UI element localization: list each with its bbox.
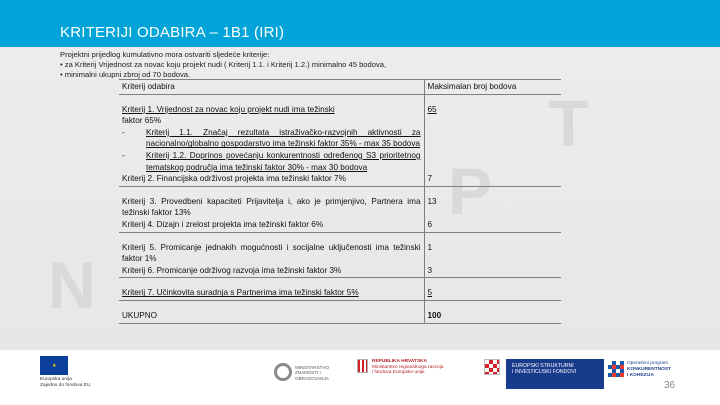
- eu-flag-icon: ★: [40, 356, 68, 375]
- criterion-4-points: 6: [427, 219, 433, 229]
- op-line: I KOHEZIJA: [627, 372, 654, 378]
- criterion-6-text: Kriterij 6. Promicanje održivog razvoja ima težinski faktor 3%: [122, 265, 342, 275]
- table-row: [119, 186, 561, 232]
- criterion-6-points: 3: [427, 265, 433, 275]
- eu-caption-line: Europska unija: [40, 377, 72, 382]
- sub-criterion-1-2: [122, 150, 421, 173]
- esif-checker-icon: [484, 359, 500, 375]
- ministry-ring-icon: [274, 363, 292, 381]
- croatian-coat-of-arms-icon: [357, 359, 368, 373]
- page-number: 36: [664, 380, 676, 391]
- points-cell: [424, 232, 561, 278]
- eu-caption-line: Zajedno do fondova EU: [40, 382, 91, 388]
- criterion-5-points: 1: [427, 242, 433, 252]
- watermark-letter: T: [548, 86, 589, 160]
- eu-caption: [40, 377, 90, 388]
- points-cell: [424, 278, 561, 301]
- dash-marker: -: [122, 150, 125, 160]
- total-label: [119, 300, 424, 323]
- criterion-4-text: Kriterij 4. Dizajn i zrelost projekta ima težinski faktor 6%: [122, 219, 324, 229]
- total-points: [424, 300, 561, 323]
- criterion-cell: [119, 232, 424, 278]
- dash-marker: -: [122, 127, 125, 137]
- sub-criterion-text: Kriterij 1.1. Značaj rezultata istraživačko-razvojnih aktivnosti za nacionalno/globalno gospodarstvo ima težinski faktor 35% - max 35 bodova: [146, 127, 421, 149]
- ministry-logo: [270, 359, 330, 393]
- criterion-1-points: 65: [427, 104, 437, 114]
- criterion-2-text: Kriterij 2. Financijska održivost projekta ima težinski faktor 7%: [122, 174, 346, 184]
- croatia-line: i fondova Europske unije: [372, 370, 425, 376]
- criteria-table: [119, 79, 561, 324]
- sub-criterion-text: Kriterij 1.2. Doprinos povećanju konkurentnosti određenog S3 prioritetnog tematskog područja ima težinski faktor 30% - max 30 bodova: [146, 150, 421, 172]
- ministry-name: MINISTARSTVO ZNANOSTI I OBRAZOVANJA: [295, 365, 330, 381]
- croatia-line: REPUBLIKA HRVATSKA: [372, 359, 427, 364]
- total-label-text: UKUPNO: [122, 310, 158, 320]
- intro-text: [60, 50, 700, 81]
- croatia-line: Ministarstvo regionalnoga razvoja: [372, 364, 444, 370]
- op-line: Operativni program: [627, 361, 669, 366]
- criterion-1-title-cont: faktor 65%: [122, 116, 162, 126]
- points-cell: [424, 94, 561, 186]
- points-cell: [424, 186, 561, 232]
- table-row: [119, 278, 561, 301]
- criterion-7-points: 5: [427, 288, 433, 298]
- op-kik-icon: [608, 361, 624, 377]
- table-header-row: [119, 80, 561, 95]
- criterion-cell: [119, 186, 424, 232]
- total-points-text: 100: [427, 310, 442, 320]
- esif-line: I INVESTICIJSKI FONDOVI: [512, 369, 577, 376]
- watermark-letter: P: [448, 154, 493, 228]
- table-row-total: [119, 300, 561, 323]
- intro-line: Projektni prijedlog kumulativno mora ostvariti sljedeće kriterije:: [60, 50, 270, 59]
- criterion-1-title: Kriterij 1. Vrijednost za novac koju projekt nudi ima težinski: [122, 104, 335, 114]
- table-row: [119, 94, 561, 186]
- criterion-3-text: Kriterij 3. Provedbeni kapaciteti Prijavitelja i, ako je primjenjivo, Partnera ima težinski faktor 13%: [122, 196, 421, 218]
- criterion-cell: [119, 278, 424, 301]
- criterion-7-text: Kriterij 7. Učinkovita suradnja s Partnerima ima težinski faktor 5%: [122, 288, 359, 298]
- esif-logo: [506, 359, 604, 389]
- esif-line: EUROPSKI STRUKTURNI: [512, 363, 574, 369]
- op-line: KONKURENTNOST: [627, 366, 671, 372]
- intro-bullet: • za Kriterij Vrijednost za novac koju projekt nudi ( Kriterij 1.1. i Kriterij 1.2.) minimalno 45 bodova,: [60, 60, 387, 70]
- op-kik-logo: [627, 361, 693, 378]
- criterion-5-text: Kriterij 5. Promicanje jednakih mogućnosti i socijalne uključenosti ima težinski faktor 1%: [122, 242, 421, 264]
- criterion-2-points: 7: [427, 174, 433, 184]
- criterion-cell: [119, 94, 424, 186]
- croatia-ministry-text: [372, 359, 482, 376]
- title-bar: [0, 0, 720, 47]
- column-header-points: Maksimalan broj bodova: [424, 80, 561, 95]
- column-header-criterion: Kriterij odabira: [119, 80, 424, 95]
- criterion-3-points: 13: [427, 196, 437, 206]
- slide-title: KRITERIJI ODABIRA – 1B1 (IRI): [60, 24, 285, 41]
- intro-bullet: • minimalni ukupni zbroj od 70 bodova.: [60, 70, 191, 80]
- table-row: [119, 232, 561, 278]
- sub-criterion-1-1: [122, 127, 421, 150]
- watermark-letter: N: [48, 248, 96, 322]
